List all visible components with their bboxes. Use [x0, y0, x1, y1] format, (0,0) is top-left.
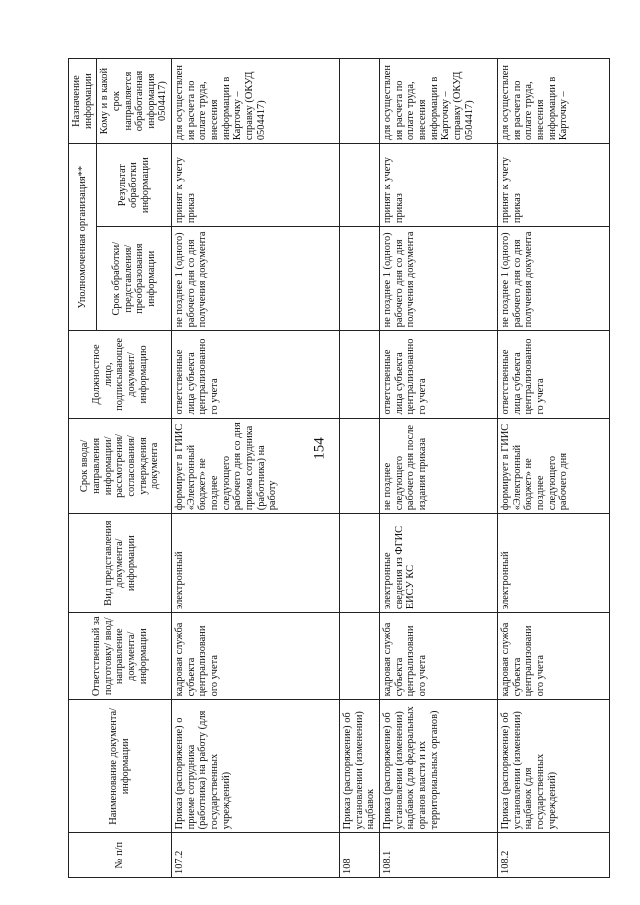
row-responsible: кадровая служба субъекта централизовани ого учета — [172, 613, 340, 700]
header-processing-deadline: Срок обработки/ представления/ преобразования информации — [97, 227, 172, 331]
table-row — [172, 59, 340, 878]
row-deadline: не позднее следующего рабочего дня после издания приказа — [380, 418, 498, 514]
table-row — [498, 59, 610, 878]
header-row-1 — [69, 59, 97, 878]
row-name: Приказ (распоряжение) об установлении (изменении) надбавок — [340, 700, 380, 833]
row-responsible: кадровая служба субъекта централизовани ого учета — [498, 613, 610, 700]
row-num: 108.1 — [380, 833, 498, 878]
row-processing-deadline: не позднее 1 (одного) рабочего дня со дня получения документа — [172, 227, 340, 331]
row-official — [340, 331, 380, 418]
row-official: ответственные лица субъекта централизованно го учета — [380, 331, 498, 418]
row-form: электронные сведения из ФГИС ЕИСУ КС — [380, 514, 498, 613]
row-deadline: формирует в ГИИС «Электронный бюджет» не позднее следующего рабочего дня — [498, 418, 610, 514]
row-processing-result: принят к учету приказ — [172, 144, 340, 227]
row-processing-deadline: не позднее 1 (одного) рабочего дня со дня получения документа — [498, 227, 610, 331]
row-name: Приказ (распоряжение) об установлении (изменении) надбавок (для федеральных органов власти и их территориальных органов) — [380, 700, 498, 833]
row-processing-result: принят к учету приказ — [498, 144, 610, 227]
row-official: ответственные лица субъекта централизованно го учета — [172, 331, 340, 418]
row-processing-result: принят к учету приказ — [380, 144, 498, 227]
row-processing-deadline: не позднее 1 (одного) рабочего дня со дня получения документа — [380, 227, 498, 331]
row-purpose: для осуществлен ия расчета по оплате труда, внесения информации в Карточку – — [498, 59, 610, 144]
row-purpose — [340, 59, 380, 144]
header-official: Должностное лицо, подписывающее документ/ информацию — [69, 331, 172, 418]
row-processing-result — [340, 144, 380, 227]
header-authorized-org: Уполномоченная организация** — [69, 144, 97, 331]
row-responsible — [340, 613, 380, 700]
row-form — [340, 514, 380, 613]
document-table — [68, 58, 610, 878]
header-purpose-group: Назначение информации — [69, 59, 97, 144]
page-number: 154 — [311, 437, 328, 460]
header-processing-result: Результат обработки информации — [97, 144, 172, 227]
header-form: Вид представления документа/ информации — [69, 514, 172, 613]
row-deadline — [340, 418, 380, 514]
row-form: электронный — [498, 514, 610, 613]
row-num: 108 — [340, 833, 380, 878]
row-purpose: для осуществлен ия расчета по оплате труда, внесения информации в Карточку – справку (ОКУД 0504417) — [172, 59, 340, 144]
document-table-rotated — [68, 58, 608, 878]
row-num: 107.2 — [172, 833, 340, 878]
row-form: электронный — [172, 514, 340, 613]
row-num: 108.2 — [498, 833, 610, 878]
row-purpose: для осуществлен ия расчета по оплате труда, внесения информации в Карточку – справку (ОКУД 0504417) — [380, 59, 498, 144]
row-responsible: кадровая служба субъекта централизовани ого учета — [380, 613, 498, 700]
row-name: Приказ (распоряжение) об установлении (изменении) надбавок (для государственных учреждений) — [498, 700, 610, 833]
header-name: Наименование документа/информации — [69, 700, 172, 833]
header-num: № п/п — [69, 833, 172, 878]
row-deadline: формирует в ГИИС «Электронный бюджет» не позднее следующего рабочего дня со дня приема сотрудника (работника) на работу — [172, 418, 340, 514]
row-processing-deadline — [340, 227, 380, 331]
row-official: ответственные лица субъекта централизованно го учета — [498, 331, 610, 418]
header-deadline: Срок ввода/ направления информации/ рассмотрения/ согласования/ утверждения документа — [69, 418, 172, 514]
table-row — [380, 59, 498, 878]
header-purpose: Кому и в какой срок направляется обработанная информация 0504417) — [97, 59, 172, 144]
table-row — [340, 59, 380, 878]
row-name: Приказ (распоряжение) о приеме сотрудника (работника) на работу (для государственных учреждений) — [172, 700, 340, 833]
header-responsible: Ответственный за подготовку/ ввод/ направление документа/ информации — [69, 613, 172, 700]
